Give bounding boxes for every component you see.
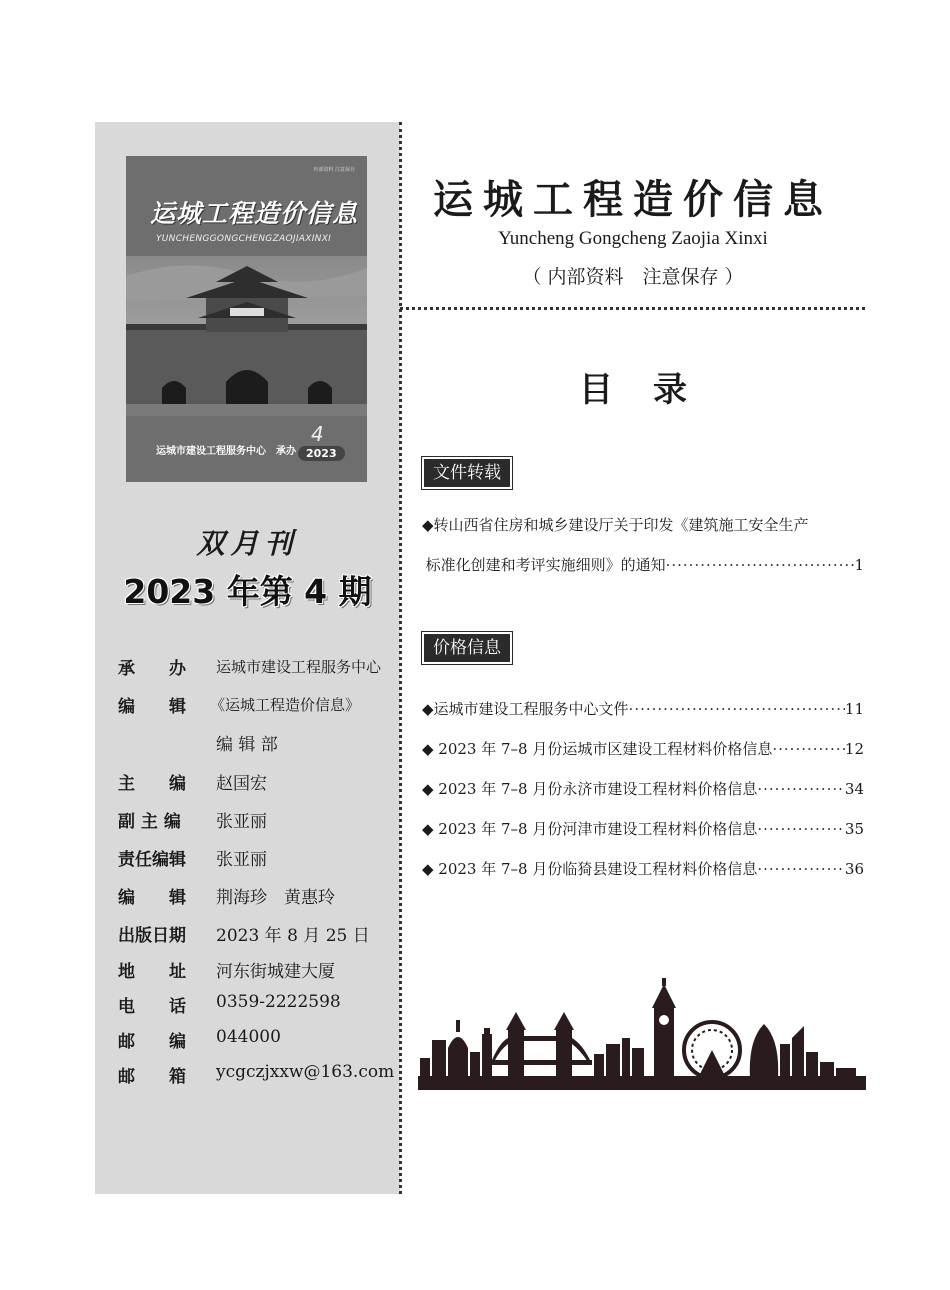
leader-dots <box>629 700 845 718</box>
toc-item-text: ◆转山西省住房和城乡建设厅关于印发《建筑施工安全生产 <box>422 516 809 534</box>
section-label-price-info: 价格信息 <box>422 632 512 664</box>
info-key: 承 办 <box>118 659 186 679</box>
info-key: 邮 箱 <box>118 1067 186 1087</box>
toc-item-text: ◆ 2023 年 7–8 月份临猗县建设工程材料价格信息 <box>422 860 758 878</box>
info-value: 荆海珍 黄惠玲 <box>216 888 335 908</box>
toc-item-continuation[interactable] <box>422 554 864 575</box>
info-value: 河东街城建大厦 <box>216 962 335 982</box>
info-key: 主 编 <box>118 774 186 794</box>
toc-item[interactable] <box>422 858 864 879</box>
info-key: 副 主 编 <box>118 812 181 832</box>
toc-page-number: 1 <box>854 556 864 574</box>
leader-dots <box>757 780 845 798</box>
info-value: 044000 <box>216 1027 281 1047</box>
toc-page-number: 36 <box>844 860 864 878</box>
info-value: 张亚丽 <box>216 812 267 832</box>
info-key: 电 话 <box>118 997 186 1017</box>
journal-pinyin: Yuncheng Gongcheng Zaojia Xinxi <box>498 228 768 249</box>
toc-item-text: ◆ 2023 年 7–8 月份运城市区建设工程材料价格信息 <box>422 740 773 758</box>
leader-dots <box>772 740 845 758</box>
toc-item-text: ◆ 2023 年 7–8 月份河津市建设工程材料价格信息 <box>422 820 758 838</box>
info-value: 运城市建设工程服务中心 <box>216 658 382 676</box>
cover-subtitle: YUNCHENGGONGCHENGZAOJIAXINXI <box>156 234 332 244</box>
info-value: 赵国宏 <box>216 774 267 794</box>
toc-item-text: ◆运城市建设工程服务中心文件 <box>422 700 629 718</box>
info-value: ycgczjxxw@163.com <box>216 1062 395 1082</box>
cover-title: 运城工程造价信息 <box>150 199 359 228</box>
cover-top-note: 内部资料 注意保存 <box>313 167 355 173</box>
horizontal-dotted-divider <box>400 307 865 310</box>
info-value: 2023 年 8 月 25 日 <box>216 926 370 946</box>
journal-title: 运城工程造价信息 <box>433 177 833 223</box>
cover-issue-number: 4 <box>311 422 324 446</box>
section-label-reprint: 文件转载 <box>422 457 512 489</box>
frequency-label: 双月刊 <box>196 527 299 560</box>
info-value: 张亚丽 <box>216 850 267 870</box>
info-key: 编 辑 <box>118 888 186 908</box>
toc-page-number: 34 <box>844 780 864 798</box>
leader-dots <box>666 556 855 574</box>
info-key: 责任编辑 <box>118 850 186 870</box>
leader-dots <box>757 860 845 878</box>
info-key: 编 辑 <box>118 697 186 717</box>
toc-page-number: 35 <box>844 820 864 838</box>
toc-item[interactable] <box>422 514 864 535</box>
cover-gate-tower-image <box>126 256 367 416</box>
city-skyline-illustration <box>418 978 866 1092</box>
toc-item[interactable] <box>422 698 864 719</box>
cover-year: 2023 <box>298 446 345 461</box>
toc-page-number: 11 <box>844 700 864 718</box>
journal-note: （ 内部资料 注意保存 ） <box>522 266 744 288</box>
info-value: 《运城工程造价信息》 <box>210 696 361 714</box>
info-key: 地 址 <box>118 962 186 982</box>
info-key: 邮 编 <box>118 1032 186 1052</box>
leader-dots <box>757 820 845 838</box>
issue-label: 2023 年第 4 期 <box>123 572 372 611</box>
toc-item-text: ◆ 2023 年 7–8 月份永济市建设工程材料价格信息 <box>422 780 758 798</box>
cover-publisher: 运城市建设工程服务中心 承办 <box>156 446 296 457</box>
toc-item-text: 标准化创建和考评实施细则》的通知 <box>425 556 666 574</box>
info-value: 编 辑 部 <box>216 735 278 755</box>
cover-thumbnail <box>126 156 367 482</box>
toc-title: 目录 <box>579 370 727 410</box>
toc-page-number: 12 <box>844 740 864 758</box>
info-value: 0359-2222598 <box>216 992 341 1012</box>
toc-item[interactable] <box>422 738 864 759</box>
toc-item[interactable] <box>422 778 864 799</box>
toc-item[interactable] <box>422 818 864 839</box>
info-key: 出版日期 <box>118 926 186 946</box>
